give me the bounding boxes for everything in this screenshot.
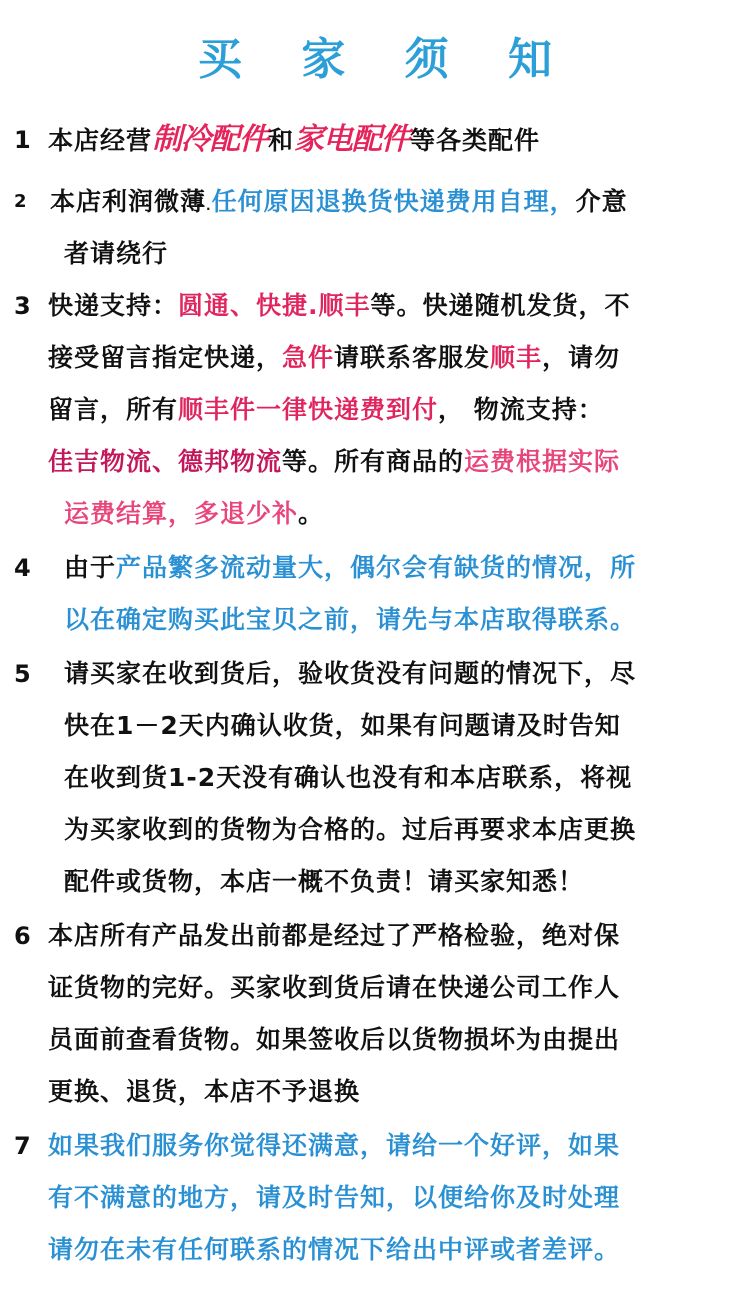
item-3-text: 。 [298, 499, 325, 528]
item-3-line-5 [64, 496, 324, 532]
item-3-text: 接受留言指定快递， [48, 343, 283, 372]
item-6-line-2 [48, 970, 620, 1006]
item-5-line-3 [64, 760, 632, 796]
item-3-text: ，请勿 [542, 343, 621, 372]
item-5-line-2 [64, 708, 621, 744]
item-3-collect: 顺丰件一律快递费到付 [178, 395, 439, 424]
item-3-text: 请联系客服发 [334, 343, 491, 372]
item-3-text: 等。快递随机发货，不 [370, 291, 631, 320]
item-4-line-1 [64, 550, 636, 586]
item-3-line-4 [48, 444, 620, 480]
item-3-text: 等。所有商品的 [282, 447, 465, 476]
item-1-number: 1 [14, 126, 31, 154]
item-6-number: 6 [14, 922, 31, 950]
item-7-number: 7 [14, 1132, 31, 1160]
item-3-logistics: 佳吉物流、德邦物流 [48, 447, 283, 476]
item-7-line-1 [48, 1128, 620, 1164]
item-3-couriers: 圆通、快捷.顺丰 [178, 291, 371, 320]
item-1-highlight-refrigeration: 制冷配件 [152, 122, 269, 157]
item-2-text: 介意 [575, 187, 628, 216]
item-3-sf: 顺丰 [490, 343, 543, 372]
item-5-line-1 [64, 656, 636, 692]
item-1-text: 和 [268, 126, 295, 155]
item-2-number: 2 [14, 191, 27, 212]
item-4-line-2 [64, 602, 636, 638]
item-3-number: 3 [14, 292, 31, 320]
item-5-text: 请买家在收到货后，验收货没有问题的情况下，尽 [64, 659, 637, 688]
item-3-line-2 [48, 340, 620, 376]
item-5-line-4 [64, 812, 636, 848]
item-5-text: 配件或货物，本店一概不负责！请买家知悉！ [64, 867, 585, 896]
item-7-line-2 [48, 1180, 620, 1216]
item-1-text: 本店经营 [48, 126, 153, 155]
item-1-line-1 [48, 122, 540, 159]
item-5-number: 5 [14, 660, 31, 688]
item-7-text: 请勿在未有任何联系的情况下给出中评或者差评。 [48, 1235, 621, 1264]
item-3-freight: 运费根据实际 [464, 447, 621, 476]
item-1-highlight-appliance: 家电配件 [294, 122, 411, 157]
item-1-text: 等各类配件 [410, 126, 541, 155]
item-6-line-4 [48, 1074, 360, 1110]
item-6-text: 证货物的完好。买家收到货后请在快递公司工作人 [48, 973, 621, 1002]
item-2-dot: . [206, 199, 212, 213]
item-3-freight-settle: 运费结算，多退少补 [64, 499, 299, 528]
page-title: 买 家 须 知 [198, 34, 574, 85]
item-4-highlight: 以在确定购买此宝贝之前，请先与本店取得联系。 [64, 605, 637, 634]
item-7-text: 如果我们服务你觉得还满意，请给一个好评，如果 [48, 1131, 621, 1160]
item-3-line-3 [48, 392, 604, 428]
item-3-text: 快递支持： [48, 291, 179, 320]
item-7-text: 有不满意的地方，请及时告知，以便给你及时处理 [48, 1183, 621, 1212]
item-6-text: 员面前查看货物。如果签收后以货物损坏为由提出 [48, 1025, 621, 1054]
item-3-line-1 [48, 288, 631, 324]
item-2-text: 本店利润微薄 [50, 187, 207, 216]
item-6-text: 更换、退货，本店不予退换 [48, 1077, 361, 1106]
item-5-text: 为买家收到的货物为合格的。过后再要求本店更换 [64, 815, 637, 844]
item-4-text: 由于 [64, 553, 117, 582]
item-2-text: 者请绕行 [64, 239, 169, 268]
item-5-line-5 [64, 864, 584, 900]
item-6-line-3 [48, 1022, 620, 1058]
item-2-line-2 [64, 236, 168, 272]
item-3-urgent: 急件 [282, 343, 335, 372]
item-7-line-3 [48, 1232, 620, 1268]
item-4-number: 4 [14, 554, 31, 582]
item-3-text: 留言，所有 [48, 395, 179, 424]
item-5-text: 在收到货1-2天没有确认也没有和本店联系，将视 [64, 763, 633, 792]
item-5-text: 快在1－2天内确认收货，如果有问题请及时告知 [64, 711, 621, 740]
item-6-line-1 [48, 918, 620, 954]
item-2-line-1 [50, 184, 628, 224]
item-6-text: 本店所有产品发出前都是经过了严格检验，绝对保 [48, 921, 621, 950]
item-2-highlight: 任何原因退换货快递费用自理， [211, 187, 576, 216]
item-4-highlight: 产品繁多流动量大，偶尔会有缺货的情况，所 [116, 553, 637, 582]
item-3-text: ， 物流支持： [438, 395, 604, 424]
